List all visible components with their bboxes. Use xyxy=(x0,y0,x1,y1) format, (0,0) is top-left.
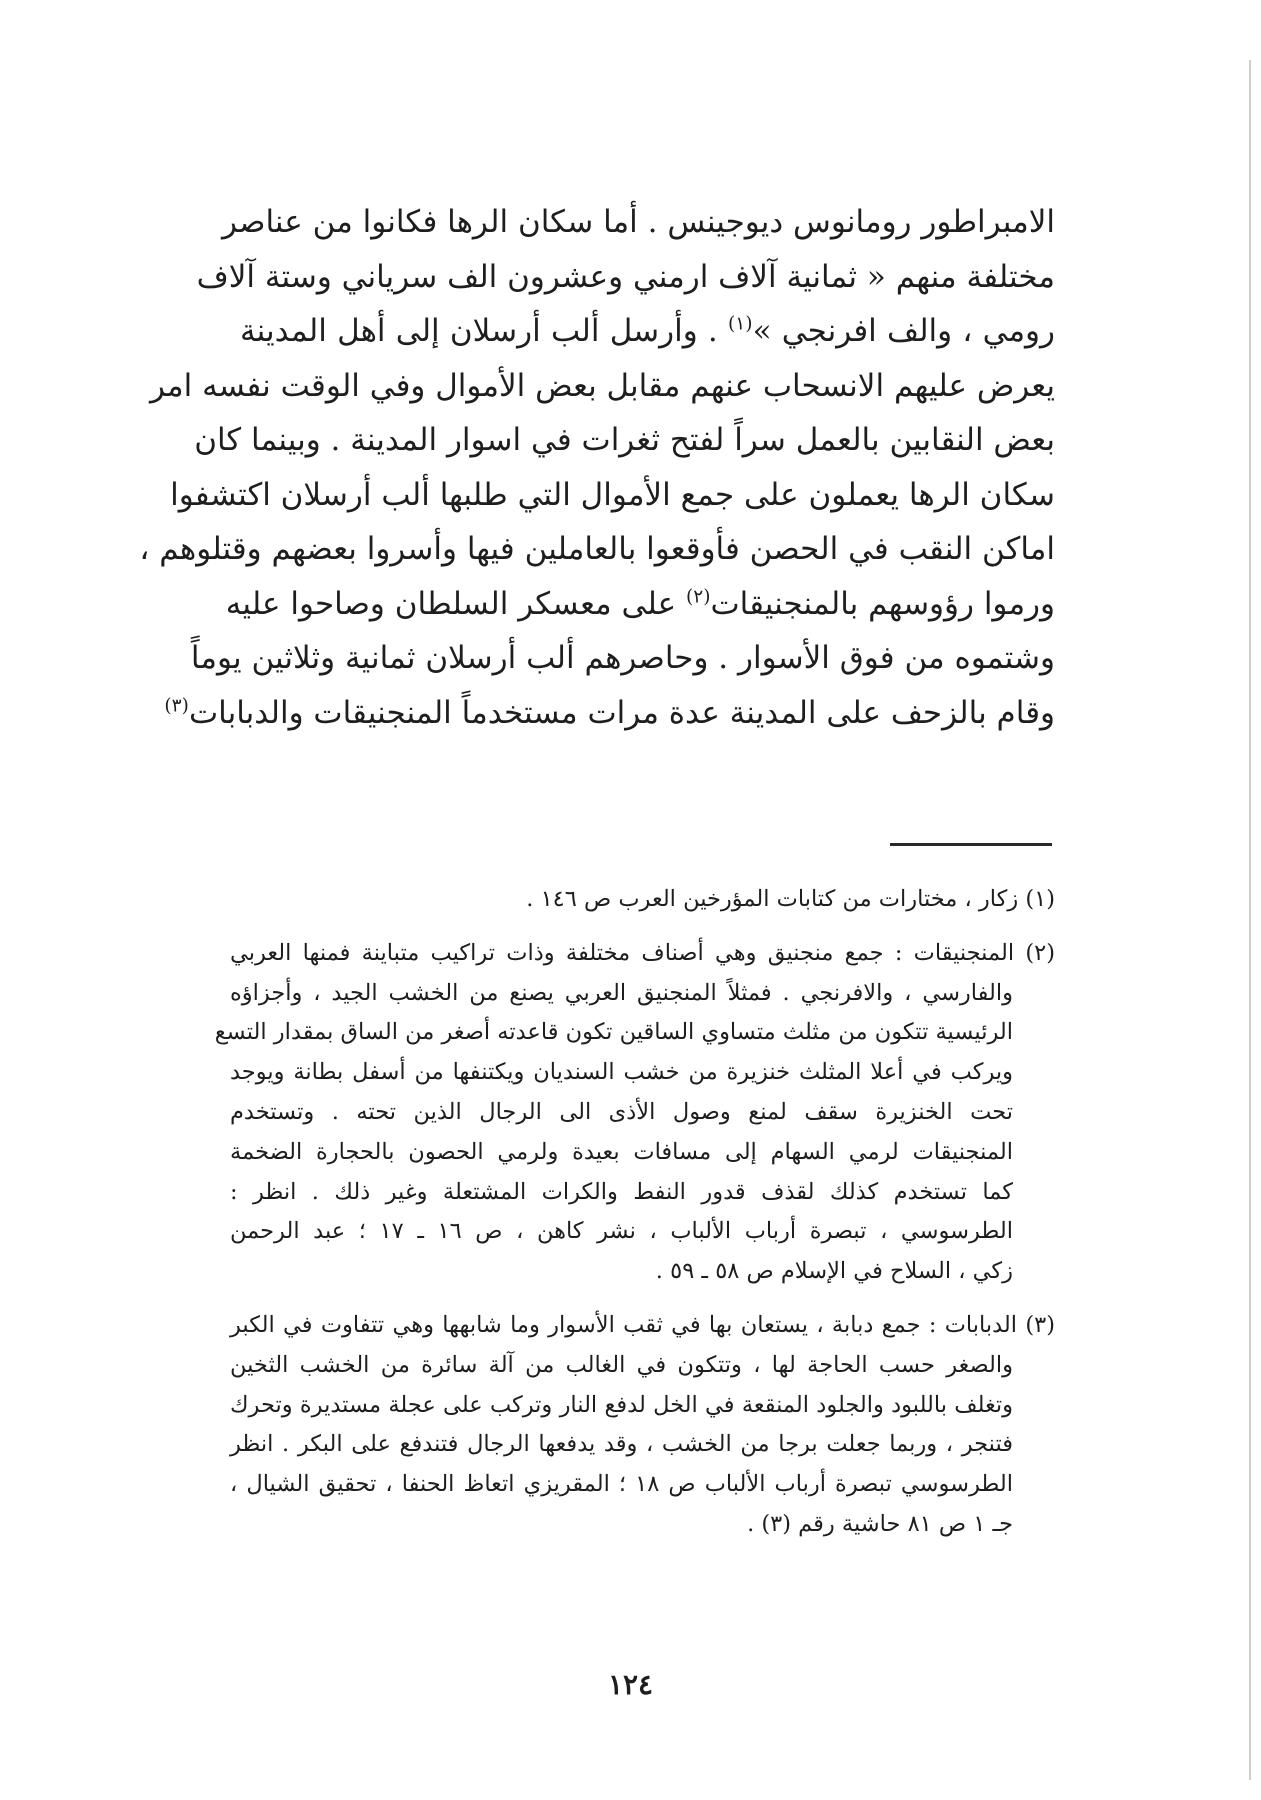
footnote-ref-1[interactable]: (١) xyxy=(728,313,753,335)
footnote-ref-2[interactable]: (٢) xyxy=(685,586,711,608)
page-edge-line xyxy=(1249,60,1251,1780)
footnote-line: جـ ١ ص ٨١ حاشية رقم (٣) . xyxy=(747,1510,1013,1537)
body-line-with-ref xyxy=(164,686,1055,741)
footnote-1 xyxy=(230,880,1055,920)
footnote-line: كما تستخدم كذلك لقذف قدور النفط والكرات المشتعلة وغير ذلك . انظر : xyxy=(230,1178,1013,1205)
footnote-number: (٣) xyxy=(1025,1311,1055,1338)
body-line-text: رومي ، والف افرنجي » xyxy=(752,313,1055,349)
footnote-line: ويركب في أعلا المثلث خنزيرة من خشب السنديان ويكتنفها من أسفل بطانة ويوجد xyxy=(230,1059,1013,1086)
footnote-line: فتنجر ، وربما جعلت برجا من الخشب ، وقد يدفعها الرجال فتندفع على البكر . انظر xyxy=(230,1431,1013,1458)
footnote-line: والصغر حسب الحاجة لها ، وتتكون في الغالب من آلة سائرة من الخشب الثخين xyxy=(230,1351,1013,1378)
footnote-2 xyxy=(214,934,1056,1292)
body-line: سكان الرها يعملون على جمع الأموال التي طلبها ألب أرسلان اكتشفوا xyxy=(170,476,1055,513)
body-line-text: وقام بالزحف على المدينة عدة مرات مستخدماً المنجنيقات والدبابات xyxy=(188,694,1055,731)
footnote-line: الطرسوسي تبصرة أرباب الألباب ص ١٨ ؛ المقريزي اتعاظ الحنفا ، تحقيق الشيال ، xyxy=(230,1471,1013,1498)
footnote-number: (٢) xyxy=(1025,939,1056,966)
footnote-text: زكار ، مختارات من كتابات المؤرخين العرب ص ١٤٦ . xyxy=(526,886,1019,912)
footnote-line: الرئيسية تتكون من مثلث متساوي الساقين تكون قاعدته أصغر من الساق بمقدار التسع xyxy=(214,1019,1013,1046)
footnote-separator xyxy=(890,843,1052,846)
footnote-text: المنجنيقات : جمع منجنيق وهي أصناف مختلفة وذات تراكيب متباينة فمنها العربي xyxy=(230,939,1015,966)
footnote-line xyxy=(230,1306,1055,1346)
body-line: وشتموه من فوق الأسوار . وحاصرهم ألب أرسلان ثمانية وثلاثين يوماً xyxy=(190,640,1055,676)
body-line: يعرض عليهم الانسحاب عنهم مقابل بعض الأموال وفي الوقت نفسه امر xyxy=(149,367,1055,404)
footnote-3 xyxy=(230,1306,1055,1545)
body-line: مختلفة منهم « ثمانية آلاف ارمني وعشرون الف سرياني وستة آلاف xyxy=(196,258,1055,295)
footnote-line: وتغلف باللبود والجلود المنقعة في الخل لدفع النار وتركب على عجلة مستديرة وتحرك xyxy=(230,1391,1013,1418)
body-line: بعض النقابين بالعمل سراً لفتح ثغرات في اسوار المدينة . وبينما كان xyxy=(194,422,1055,458)
footnote-line xyxy=(230,880,1055,920)
main-body-text xyxy=(139,195,1055,740)
page-number: ١٢٤ xyxy=(607,1668,654,1701)
footnote-line: الطرسوسي ، تبصرة أرباب الألباب ، نشر كاهن ، ص ١٦ ـ ١٧ ؛ عبد الرحمن xyxy=(230,1218,1013,1245)
footnote-ref-3[interactable]: (٣) xyxy=(164,695,189,717)
body-line-with-ref xyxy=(225,577,1055,632)
body-line-text: على معسكر السلطان وصاحوا عليه xyxy=(225,585,686,622)
body-line: اماكن النقب في الحصن فأوقعوا بالعاملين فيها وأسروا بعضهم وقتلوهم ، xyxy=(139,531,1055,567)
body-line-text: ورموا رؤوسهم بالمنجنيقات xyxy=(710,585,1055,622)
footnote-line: تحت الخنزيرة سقف لمنع وصول الأذى الى الرجال الذين تحته . وتستخدم xyxy=(230,1098,1013,1125)
footnote-line: زكي ، السلاح في الإسلام ص ٥٨ ـ ٥٩ . xyxy=(655,1258,1013,1285)
footnote-line: والفارسي ، والافرنجي . فمثلاً المنجنيق العربي يصنع من الخشب الجيد ، وأجزاؤه xyxy=(230,979,1013,1006)
footnote-line: المنجنيقات لرمي السهام إلى مسافات بعيدة ولرمي الحصون بالحجارة الضخمة xyxy=(230,1138,1013,1165)
footnote-number: (١) xyxy=(1025,886,1055,912)
body-line-with-ref xyxy=(240,304,1055,359)
footnotes-section xyxy=(214,880,1056,1559)
body-line: الامبراطور رومانوس ديوجينس . أما سكان الرها فكانوا من عناصر xyxy=(222,204,1055,240)
footnote-line xyxy=(230,934,1055,974)
body-line-text: . وأرسل ألب أرسلان إلى أهل المدينة xyxy=(240,313,729,349)
footnote-text: الدبابات : جمع دبابة ، يستعان بها في ثقب الأسوار وما شابهها وهي تتفاوت في الكبر xyxy=(230,1311,1018,1338)
